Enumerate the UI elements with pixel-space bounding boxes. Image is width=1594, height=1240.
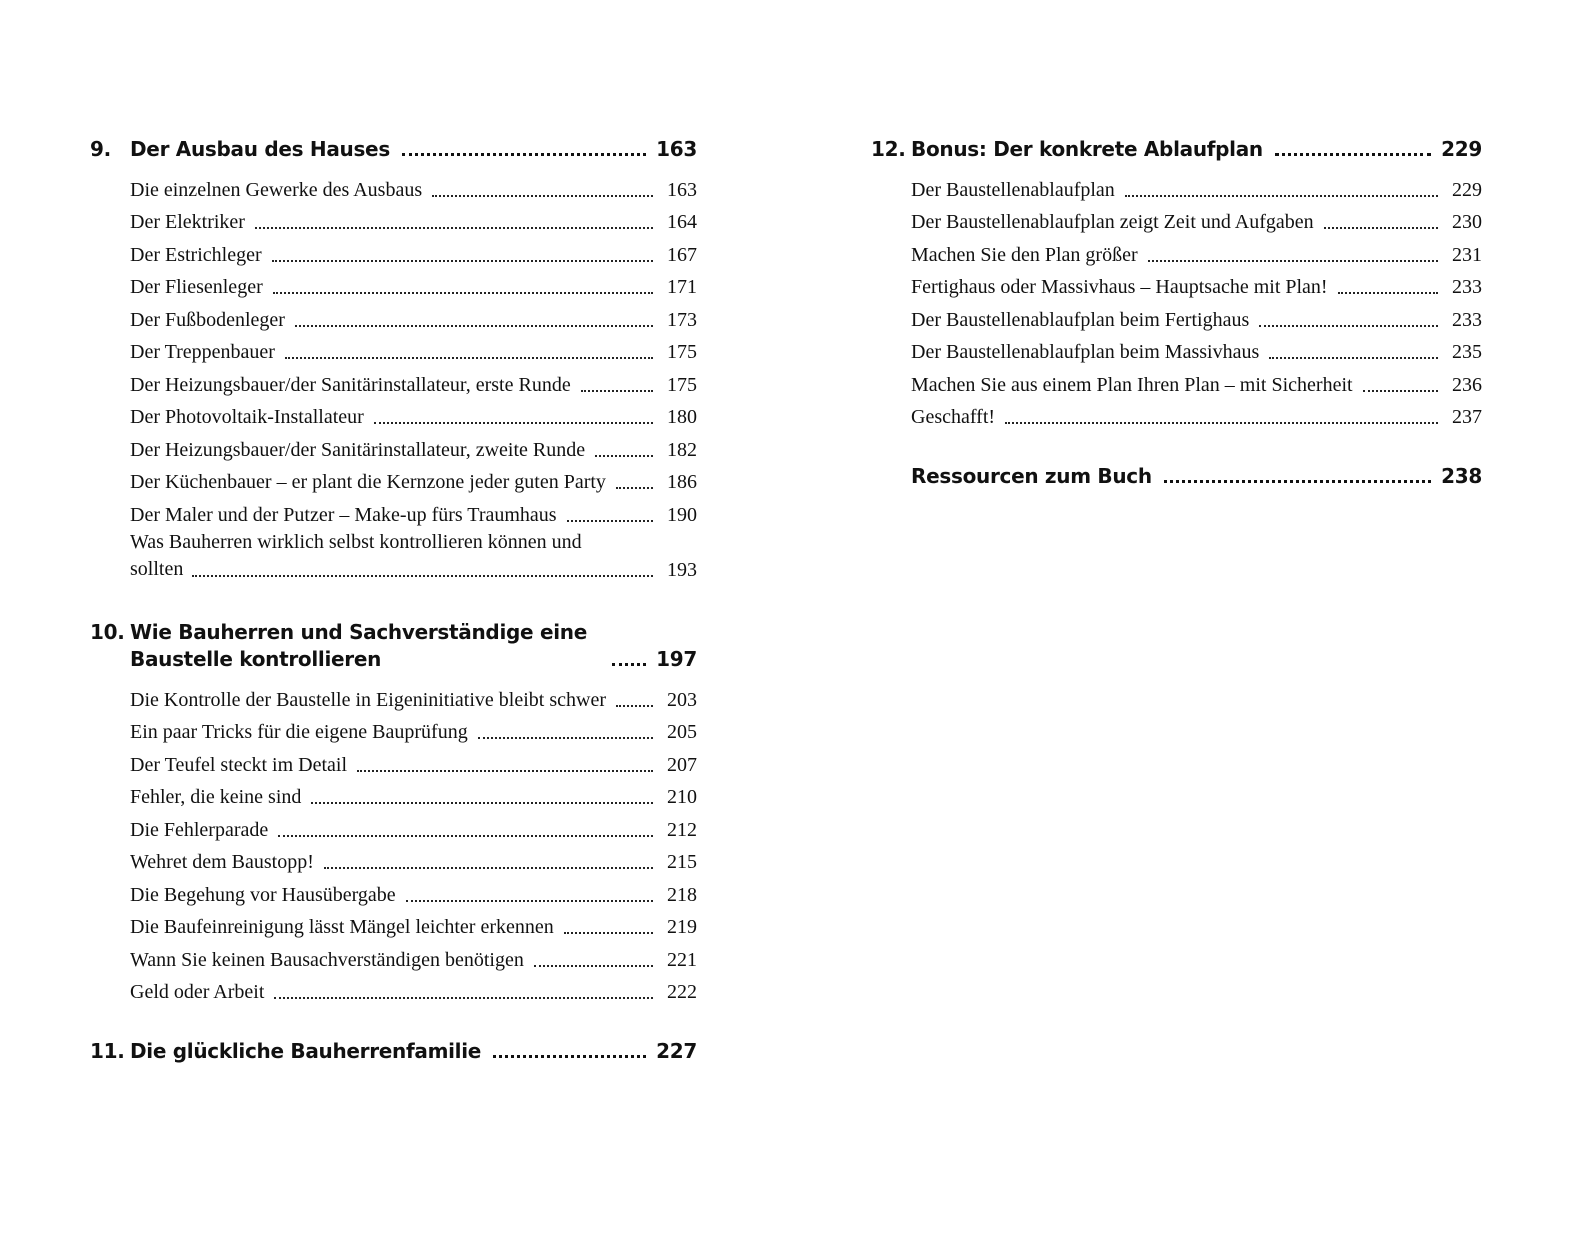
toc-entry[interactable]: [130, 844, 697, 877]
toc-entry[interactable]: [911, 334, 1482, 367]
dot-leader: [272, 260, 653, 262]
entry-title: Der Photovoltaik-Installateur: [130, 406, 364, 428]
dot-leader: [192, 575, 653, 577]
resources-page-number: 238: [1441, 464, 1482, 488]
entry-title: Fertighaus oder Massivhaus – Hauptsache mit Plan!: [911, 276, 1328, 298]
entry-title: Der Treppenbauer: [130, 341, 275, 363]
dot-leader: [1164, 480, 1431, 483]
chapter-number: 12.: [871, 137, 906, 161]
chapter-title: Der Ausbau des Hauses: [130, 137, 390, 161]
toc-entry[interactable]: [911, 204, 1482, 237]
dot-leader: [274, 997, 653, 999]
entry-title: Der Heizungsbauer/der Sanitärinstallateur, erste Runde: [130, 373, 571, 396]
entry-title: Der Baustellenablaufplan zeigt Zeit und Aufgaben: [911, 211, 1314, 233]
chapter-page-number: 163: [656, 137, 697, 161]
entry-title: Der Fliesenleger: [130, 276, 263, 298]
entry-page-number: 205: [667, 721, 697, 743]
entry-title: Geld oder Arbeit: [130, 981, 265, 1003]
chapter-number: 9.: [90, 137, 111, 161]
chapter-12-entries: [871, 171, 1482, 431]
entry-title: Machen Sie aus einem Plan Ihren Plan – mit Sicherheit: [911, 373, 1353, 396]
entry-page-number: 182: [667, 438, 697, 461]
dot-leader: [402, 153, 646, 156]
toc-entry[interactable]: [130, 909, 697, 942]
entry-page-number: 207: [667, 753, 697, 776]
entry-page-number: 173: [667, 308, 697, 331]
entry-page-number: 210: [667, 786, 697, 808]
toc-entry[interactable]: [911, 366, 1482, 399]
entry-title: Der Elektriker: [130, 211, 245, 233]
dot-leader: [478, 737, 653, 739]
chapter-12-heading[interactable]: [871, 136, 1482, 163]
toc-entry[interactable]: [130, 496, 697, 529]
entry-title: Der Küchenbauer – er plant die Kernzone jeder guten Party: [130, 471, 606, 493]
toc-entry[interactable]: [130, 464, 697, 497]
entry-page-number: 233: [1452, 276, 1482, 298]
toc-entry[interactable]: [911, 399, 1482, 432]
dot-leader: [493, 1055, 646, 1058]
dot-leader: [1324, 227, 1438, 229]
entry-title: Die Begehung vor Hausübergabe: [130, 883, 396, 906]
entry-title: Die Fehlerparade: [130, 818, 269, 841]
entry-page-number: 164: [667, 211, 697, 233]
dot-leader: [278, 835, 653, 837]
dot-leader: [1269, 357, 1438, 359]
dot-leader: [357, 770, 653, 772]
toc-entry[interactable]: [130, 236, 697, 269]
dot-leader: [567, 520, 653, 522]
toc-entry[interactable]: [130, 714, 697, 747]
entry-page-number: 180: [667, 406, 697, 428]
entry-page-number: 218: [667, 883, 697, 906]
entry-page-number: 175: [667, 373, 697, 396]
dot-leader: [273, 292, 653, 294]
dot-leader: [581, 390, 653, 392]
toc-entry[interactable]: [130, 399, 697, 432]
entry-page-number: 237: [1452, 406, 1482, 428]
dot-leader: [406, 900, 653, 902]
entry-page-number: 193: [667, 558, 697, 581]
entry-page-number: 230: [1452, 211, 1482, 233]
toc-entry[interactable]: [130, 204, 697, 237]
toc-entry[interactable]: [130, 746, 697, 779]
entry-title: Die Kontrolle der Baustelle in Eigeninitiative bleibt schwer: [130, 688, 606, 711]
entry-title: Der Baustellenablaufplan: [911, 178, 1115, 201]
entry-page-number: 171: [667, 276, 697, 298]
entry-page-number: 186: [667, 471, 697, 493]
toc-entry[interactable]: [911, 269, 1482, 302]
entry-title: Die einzelnen Gewerke des Ausbaus: [130, 178, 423, 201]
toc-entry[interactable]: [130, 301, 697, 334]
chapter-page-number: 197: [656, 647, 697, 671]
toc-entry[interactable]: [130, 431, 697, 464]
entry-title: Die Baufeinreinigung lässt Mängel leichter erkennen: [130, 916, 554, 938]
entry-page-number: 219: [667, 916, 697, 938]
toc-entry[interactable]: [130, 366, 697, 399]
chapter-title: Wie Bauherren und Sachverständige eine Baustelle kontrollieren: [130, 620, 587, 671]
entry-title: Machen Sie den Plan größer: [911, 243, 1138, 266]
dot-leader: [1148, 260, 1438, 262]
entry-title: Der Baustellenablaufplan beim Fertighaus: [911, 308, 1250, 331]
dot-leader: [324, 867, 653, 869]
chapter-10-entries: [90, 681, 697, 1006]
chapter-9-heading[interactable]: [90, 136, 697, 163]
chapter-number: 11.: [90, 1039, 125, 1063]
entry-page-number: 163: [667, 178, 697, 201]
entry-page-number: 236: [1452, 373, 1482, 396]
entry-page-number: 235: [1452, 341, 1482, 363]
dot-leader: [1363, 390, 1438, 392]
chapter-11-heading[interactable]: [90, 1038, 697, 1065]
toc-entry[interactable]: [130, 269, 697, 302]
entry-page-number: 203: [667, 688, 697, 711]
dot-leader: [612, 663, 646, 666]
dot-leader: [534, 965, 653, 967]
toc-entry[interactable]: [911, 301, 1482, 334]
toc-entry[interactable]: [130, 811, 697, 844]
entry-page-number: 229: [1452, 178, 1482, 201]
dot-leader: [311, 802, 653, 804]
entry-title: Wehret dem Baustopp!: [130, 851, 314, 873]
entry-title: Der Teufel steckt im Detail: [130, 753, 348, 776]
resources-title: Ressourcen zum Buch: [911, 464, 1152, 488]
dot-leader: [1338, 292, 1438, 294]
chapter-number: 10.: [90, 620, 125, 644]
dot-leader: [374, 422, 653, 424]
chapter-page-number: 227: [656, 1039, 697, 1063]
toc-entry[interactable]: [130, 779, 697, 812]
entry-page-number: 190: [667, 503, 697, 526]
entry-page-number: 231: [1452, 243, 1482, 266]
dot-leader: [295, 325, 653, 327]
dot-leader: [432, 195, 653, 197]
toc-entry[interactable]: [130, 974, 697, 1007]
entry-title: Der Maler und der Putzer – Make-up fürs Traumhaus: [130, 503, 557, 526]
dot-leader: [1259, 325, 1438, 327]
entry-page-number: 215: [667, 851, 697, 873]
entry-title: Der Fußbodenleger: [130, 308, 285, 331]
chapter-title: Bonus: Der konkrete Ablaufplan: [911, 137, 1263, 161]
entry-page-number: 222: [667, 981, 697, 1003]
toc-entry[interactable]: [130, 876, 697, 909]
chapter-page-number: 229: [1441, 137, 1482, 161]
toc-entry[interactable]: [130, 681, 697, 714]
toc-entry[interactable]: [911, 171, 1482, 204]
dot-leader: [595, 455, 653, 457]
dot-leader: [564, 932, 653, 934]
toc-entry[interactable]: [130, 171, 697, 204]
resources-heading[interactable]: [911, 463, 1482, 490]
chapter-title: Die glückliche Bauherrenfamilie: [130, 1039, 482, 1063]
entry-title: Der Estrichleger: [130, 243, 262, 266]
toc-entry[interactable]: [130, 334, 697, 367]
entry-title: Wann Sie keinen Bausachverständigen benötigen: [130, 948, 524, 971]
entry-title: Geschafft!: [911, 406, 996, 428]
entry-title: Was Bauherren wirklich selbst kontrollieren können und sollten: [130, 530, 582, 580]
toc-entry-continuation: [130, 551, 697, 584]
entry-page-number: 175: [667, 341, 697, 363]
entry-title: Fehler, die keine sind: [130, 786, 302, 808]
entry-title: Der Heizungsbauer/der Sanitärinstallateur, zweite Runde: [130, 438, 586, 461]
entry-page-number: 167: [667, 243, 697, 266]
dot-leader: [616, 705, 653, 707]
entry-title: Ein paar Tricks für die eigene Bauprüfung: [130, 721, 468, 743]
chapter-9-entries: [90, 171, 697, 588]
chapter-10-heading[interactable]: [90, 619, 697, 673]
dot-leader: [1125, 195, 1438, 197]
dot-leader: [255, 227, 653, 229]
toc-entry[interactable]: [130, 941, 697, 974]
dot-leader: [616, 487, 653, 489]
dot-leader: [285, 357, 653, 359]
toc-entry[interactable]: [911, 236, 1482, 269]
entry-page-number: 233: [1452, 308, 1482, 331]
dot-leader: [1275, 153, 1431, 156]
entry-title: Der Baustellenablaufplan beim Massivhaus: [911, 341, 1260, 363]
entry-page-number: 212: [667, 818, 697, 841]
dot-leader: [1005, 422, 1438, 424]
entry-page-number: 221: [667, 948, 697, 971]
